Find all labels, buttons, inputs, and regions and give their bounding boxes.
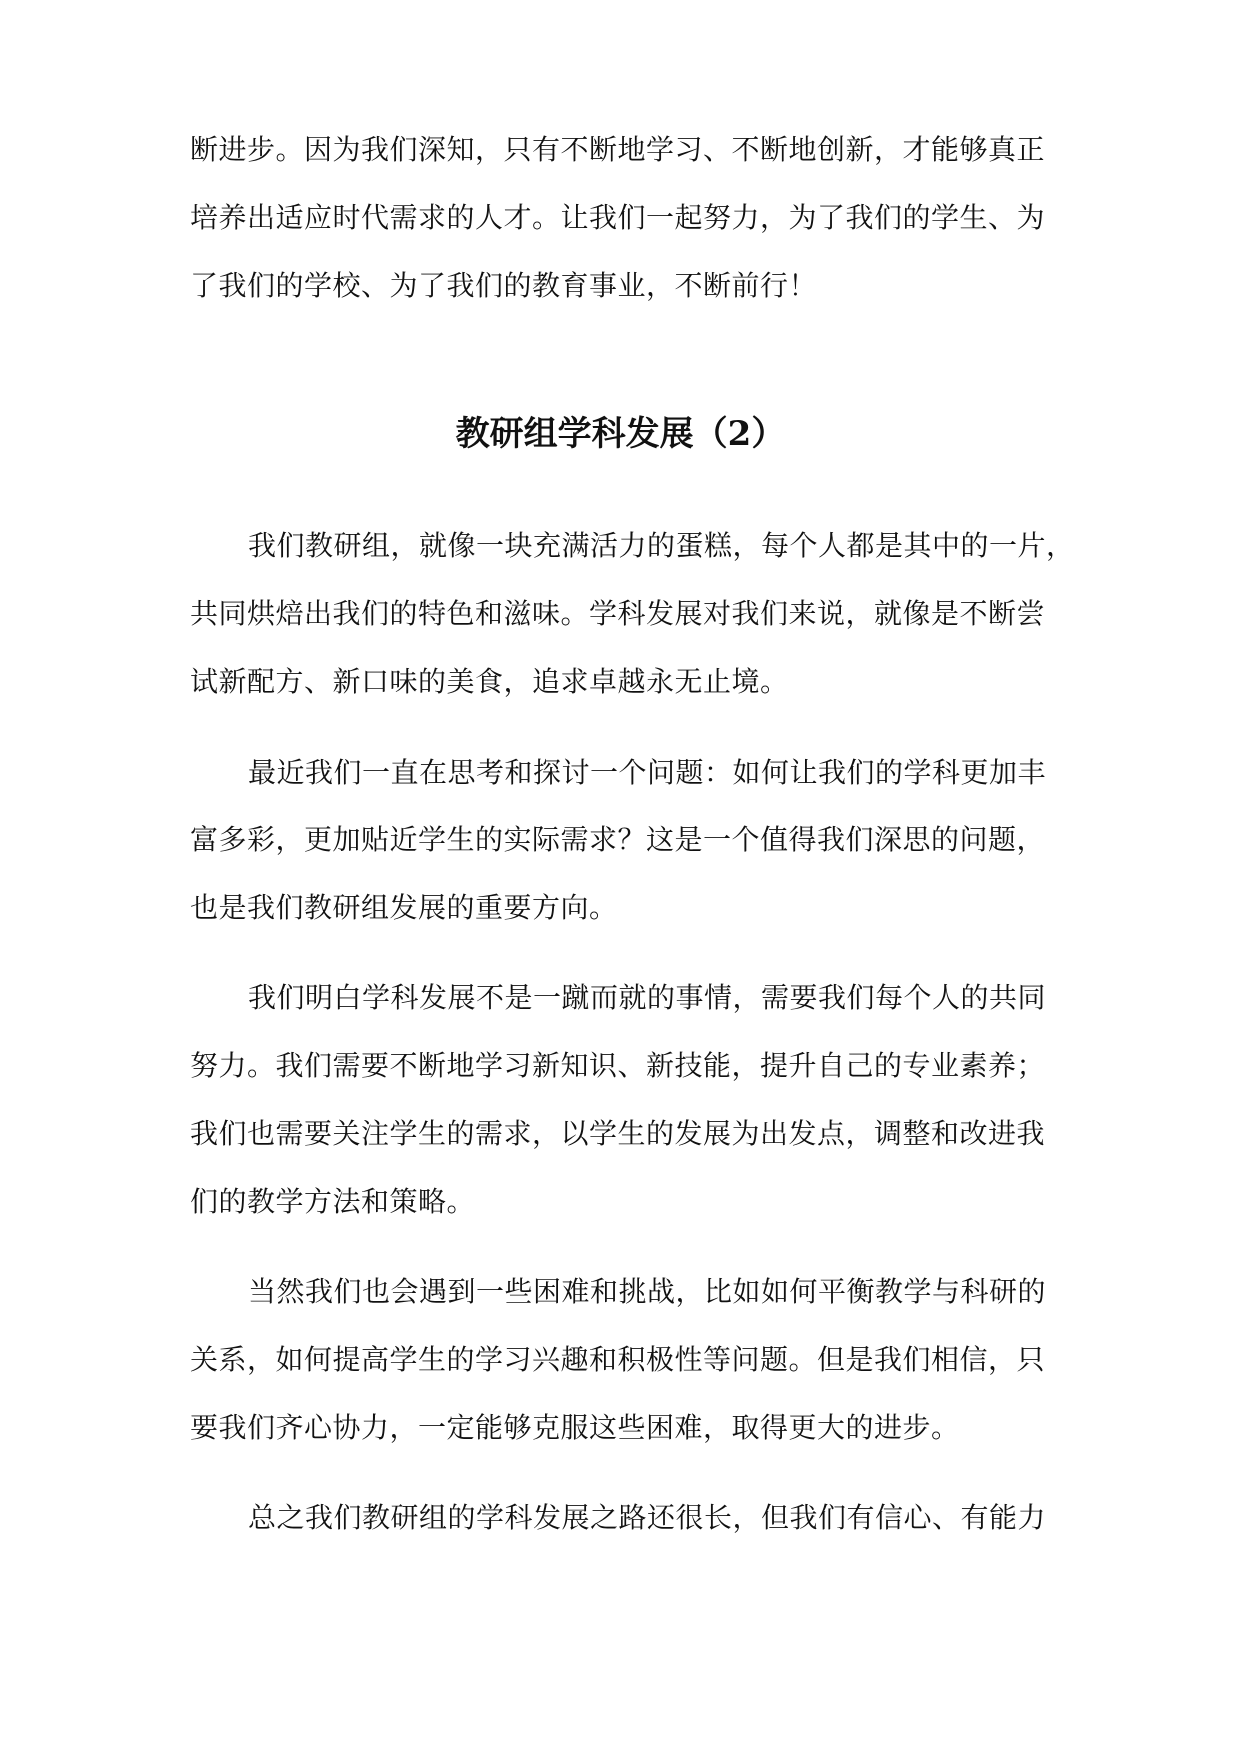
paragraph-line: 我们也需要关注学生的需求，以学生的发展为出发点，调整和改进我 [190,1117,1046,1150]
section-title: 教研组学科发展（2） [455,414,786,454]
paragraph-line: 当然我们也会遇到一些困难和挑战，比如如何平衡教学与科研的 [248,1275,1047,1308]
paragraph-line: 也是我们教研组发展的重要方向。 [190,891,618,924]
paragraph-line: 最近我们一直在思考和探讨一个问题：如何让我们的学科更加丰 [248,756,1047,789]
paragraph-line: 们的教学方法和策略。 [190,1185,476,1218]
paragraph-line: 共同烘焙出我们的特色和滋味。学科发展对我们来说，就像是不断尝 [190,597,1046,630]
paragraph-line: 富多彩，更加贴近学生的实际需求？这是一个值得我们深思的问题， [190,823,1046,856]
paragraph-line: 关系，如何提高学生的学习兴趣和积极性等问题。但是我们相信，只 [190,1343,1046,1376]
paragraph-line: 我们教研组，就像一块充满活力的蛋糕，每个人都是其中的一片， [248,529,1075,562]
continuation-line: 断进步。因为我们深知，只有不断地学习、不断地创新，才能够真正 [190,133,1046,166]
continuation-line: 培养出适应时代需求的人才。让我们一起努力，为了我们的学生、为 [190,201,1046,234]
paragraph-line: 努力。我们需要不断地学习新知识、新技能，提升自己的专业素养； [190,1049,1046,1082]
continuation-line: 了我们的学校、为了我们的教育事业，不断前行！ [190,269,818,302]
paragraph-line: 总之我们教研组的学科发展之路还很长，但我们有信心、有能力 [248,1501,1047,1534]
paragraph-line: 要我们齐心协力，一定能够克服这些困难，取得更大的进步。 [190,1411,960,1444]
paragraph-line: 我们明白学科发展不是一蹴而就的事情，需要我们每个人的共同 [248,981,1047,1014]
paragraph-line: 试新配方、新口味的美食，追求卓越永无止境。 [190,665,789,698]
